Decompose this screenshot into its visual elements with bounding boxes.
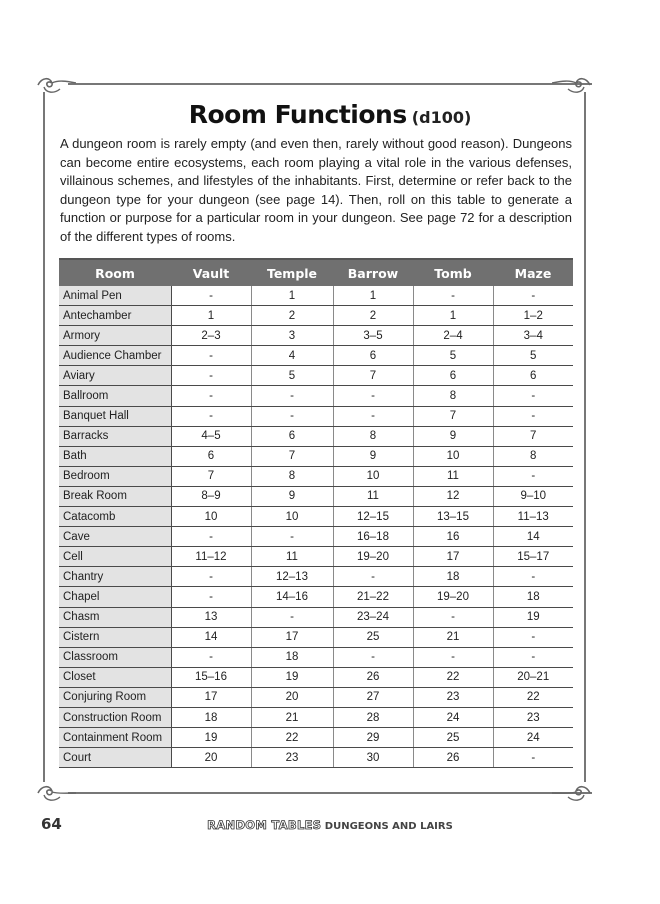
roll-range-cell: - — [171, 406, 251, 426]
roll-range-cell: 16–18 — [333, 527, 413, 547]
roll-range-cell: - — [333, 647, 413, 667]
roll-range-cell: 9 — [251, 486, 333, 506]
roll-range-cell: - — [171, 567, 251, 587]
roll-range-cell: 17 — [251, 627, 333, 647]
room-name-cell: Construction Room — [59, 707, 171, 727]
table-row — [59, 507, 573, 527]
roll-range-cell: 2–4 — [413, 326, 493, 346]
roll-range-cell: 21 — [251, 707, 333, 727]
roll-range-cell: 6 — [493, 366, 573, 386]
roll-range-cell: 20 — [251, 687, 333, 707]
roll-range-cell: 25 — [333, 627, 413, 647]
table-row — [59, 446, 573, 466]
roll-range-cell: 28 — [333, 707, 413, 727]
frame-top-rule — [68, 83, 592, 85]
table-row — [59, 687, 573, 707]
running-footer — [0, 818, 660, 832]
roll-range-cell: - — [493, 748, 573, 768]
frame-bottom-rule — [68, 792, 592, 794]
table-row — [59, 386, 573, 406]
room-name-cell: Chapel — [59, 587, 171, 607]
roll-range-cell: - — [493, 466, 573, 486]
table-body — [59, 286, 573, 768]
roll-range-cell: - — [333, 406, 413, 426]
table-row — [59, 466, 573, 486]
roll-range-cell: 8 — [493, 446, 573, 466]
roll-range-cell: 21 — [413, 627, 493, 647]
room-name-cell: Court — [59, 748, 171, 768]
roll-range-cell: 9 — [413, 426, 493, 446]
table-row — [59, 346, 573, 366]
roll-range-cell: 14 — [171, 627, 251, 647]
roll-range-cell: 8–9 — [171, 486, 251, 506]
page-title — [0, 100, 660, 129]
roll-range-cell: - — [493, 386, 573, 406]
table-header-row — [59, 259, 573, 286]
roll-range-cell: 7 — [171, 466, 251, 486]
roll-range-cell: - — [333, 386, 413, 406]
roll-range-cell: 4–5 — [171, 426, 251, 446]
roll-range-cell: - — [171, 366, 251, 386]
room-name-cell: Banquet Hall — [59, 406, 171, 426]
column-header: Barrow — [333, 259, 413, 286]
roll-range-cell: 22 — [493, 687, 573, 707]
roll-range-cell: 12–13 — [251, 567, 333, 587]
table-row — [59, 647, 573, 667]
roll-range-cell: 5 — [493, 346, 573, 366]
roll-range-cell: 11–13 — [493, 507, 573, 527]
roll-range-cell: - — [493, 567, 573, 587]
roll-range-cell: 22 — [251, 728, 333, 748]
table-row — [59, 567, 573, 587]
roll-range-cell: 18 — [251, 647, 333, 667]
roll-range-cell: 7 — [493, 426, 573, 446]
roll-range-cell: 23 — [251, 748, 333, 768]
room-name-cell: Cave — [59, 527, 171, 547]
room-name-cell: Aviary — [59, 366, 171, 386]
roll-range-cell: 18 — [493, 587, 573, 607]
table-row — [59, 426, 573, 446]
roll-range-cell: 1 — [333, 286, 413, 306]
flourish-bottom-left-icon — [36, 782, 76, 804]
roll-range-cell: 24 — [413, 707, 493, 727]
flourish-top-left-icon — [36, 74, 76, 96]
roll-range-cell: - — [413, 607, 493, 627]
roll-range-cell: 11 — [333, 486, 413, 506]
roll-range-cell: 29 — [333, 728, 413, 748]
roll-range-cell: - — [171, 527, 251, 547]
roll-range-cell: 17 — [171, 687, 251, 707]
room-name-cell: Barracks — [59, 426, 171, 446]
roll-range-cell: 26 — [333, 667, 413, 687]
table-row — [59, 306, 573, 326]
roll-range-cell: 18 — [413, 567, 493, 587]
table-row — [59, 728, 573, 748]
roll-range-cell: - — [333, 567, 413, 587]
room-name-cell: Cistern — [59, 627, 171, 647]
table-row — [59, 667, 573, 687]
roll-range-cell: 9–10 — [493, 486, 573, 506]
roll-range-cell: - — [251, 527, 333, 547]
book-title: RANDOM TABLES — [207, 818, 322, 832]
table-row — [59, 326, 573, 346]
roll-range-cell: - — [493, 647, 573, 667]
roll-range-cell: 1 — [413, 306, 493, 326]
roll-range-cell: 23 — [493, 707, 573, 727]
roll-range-cell: - — [171, 386, 251, 406]
roll-range-cell: - — [171, 346, 251, 366]
roll-range-cell: - — [413, 286, 493, 306]
table-row — [59, 406, 573, 426]
book-subtitle: DUNGEONS AND LAIRS — [324, 821, 453, 832]
roll-range-cell: 19 — [171, 728, 251, 748]
room-name-cell: Classroom — [59, 647, 171, 667]
roll-range-cell: 2–3 — [171, 326, 251, 346]
roll-range-cell: 5 — [251, 366, 333, 386]
flourish-top-right-icon — [552, 74, 592, 96]
roll-range-cell: 8 — [413, 386, 493, 406]
roll-range-cell: - — [171, 286, 251, 306]
roll-range-cell: 8 — [333, 426, 413, 446]
roll-range-cell: 13–15 — [413, 507, 493, 527]
room-name-cell: Animal Pen — [59, 286, 171, 306]
table-row — [59, 527, 573, 547]
roll-range-cell: 25 — [413, 728, 493, 748]
roll-range-cell: 10 — [171, 507, 251, 527]
title-text: Room Functions — [188, 100, 407, 129]
roll-range-cell: 24 — [493, 728, 573, 748]
table-row — [59, 547, 573, 567]
roll-range-cell: 6 — [171, 446, 251, 466]
table-row — [59, 707, 573, 727]
roll-range-cell: 5 — [413, 346, 493, 366]
roll-range-cell: 6 — [333, 346, 413, 366]
roll-range-cell: 21–22 — [333, 587, 413, 607]
roll-range-cell: 22 — [413, 667, 493, 687]
room-name-cell: Closet — [59, 667, 171, 687]
room-name-cell: Bedroom — [59, 466, 171, 486]
roll-range-cell: 23–24 — [333, 607, 413, 627]
roll-range-cell: - — [493, 627, 573, 647]
roll-range-cell: 7 — [251, 446, 333, 466]
room-name-cell: Armory — [59, 326, 171, 346]
table-row — [59, 627, 573, 647]
roll-range-cell: 2 — [251, 306, 333, 326]
roll-range-cell: 30 — [333, 748, 413, 768]
roll-range-cell: 12–15 — [333, 507, 413, 527]
room-functions-table — [59, 258, 573, 768]
roll-range-cell: 4 — [251, 346, 333, 366]
roll-range-cell: 9 — [333, 446, 413, 466]
roll-range-cell: 10 — [333, 466, 413, 486]
roll-range-cell: 14 — [493, 527, 573, 547]
roll-range-cell: 3–4 — [493, 326, 573, 346]
column-header: Vault — [171, 259, 251, 286]
roll-range-cell: 13 — [171, 607, 251, 627]
table-row — [59, 607, 573, 627]
room-name-cell: Containment Room — [59, 728, 171, 748]
roll-range-cell: 8 — [251, 466, 333, 486]
roll-range-cell: 17 — [413, 547, 493, 567]
frame-left-rule — [43, 92, 45, 782]
table-row — [59, 748, 573, 768]
frame-right-rule — [584, 92, 586, 782]
roll-range-cell: 6 — [251, 426, 333, 446]
roll-range-cell: 10 — [251, 507, 333, 527]
roll-range-cell: - — [251, 406, 333, 426]
column-header: Maze — [493, 259, 573, 286]
roll-range-cell: 19–20 — [413, 587, 493, 607]
roll-range-cell: 7 — [333, 366, 413, 386]
table-row — [59, 587, 573, 607]
title-dice: (d100) — [411, 108, 472, 127]
roll-range-cell: 3–5 — [333, 326, 413, 346]
roll-range-cell: - — [493, 406, 573, 426]
roll-range-cell: 2 — [333, 306, 413, 326]
roll-range-cell: 15–17 — [493, 547, 573, 567]
roll-range-cell: 19–20 — [333, 547, 413, 567]
room-name-cell: Bath — [59, 446, 171, 466]
roll-range-cell: - — [171, 587, 251, 607]
roll-range-cell: 3 — [251, 326, 333, 346]
roll-range-cell: 11–12 — [171, 547, 251, 567]
roll-range-cell: 19 — [251, 667, 333, 687]
roll-range-cell: 12 — [413, 486, 493, 506]
roll-range-cell: 15–16 — [171, 667, 251, 687]
roll-range-cell: 20 — [171, 748, 251, 768]
flourish-bottom-right-icon — [552, 782, 592, 804]
roll-range-cell: 11 — [251, 547, 333, 567]
roll-range-cell: 11 — [413, 466, 493, 486]
column-header: Tomb — [413, 259, 493, 286]
roll-range-cell: - — [493, 286, 573, 306]
roll-range-cell: 27 — [333, 687, 413, 707]
room-name-cell: Chantry — [59, 567, 171, 587]
column-header: Temple — [251, 259, 333, 286]
roll-range-cell: 23 — [413, 687, 493, 707]
intro-paragraph: A dungeon room is rarely empty (and even then, rarely without good reason). Dungeons can become entire ecosystems, each room playing a vital role in the various defenses, villainous schemes, and lifestyles of the inhabitants. First, determine or refer back to the dungeon type for your dungeon (see page 14). Then, roll on this table to generate a function or purpose for a particular room in your dungeon. See page 72 for a description of the different types of rooms. — [60, 136, 572, 244]
roll-range-cell: 1 — [251, 286, 333, 306]
roll-range-cell: 20–21 — [493, 667, 573, 687]
roll-range-cell: - — [413, 647, 493, 667]
table-row — [59, 366, 573, 386]
room-name-cell: Audience Chamber — [59, 346, 171, 366]
room-name-cell: Ballroom — [59, 386, 171, 406]
room-name-cell: Catacomb — [59, 507, 171, 527]
roll-range-cell: 16 — [413, 527, 493, 547]
roll-range-cell: - — [251, 607, 333, 627]
room-name-cell: Conjuring Room — [59, 687, 171, 707]
roll-range-cell: - — [171, 647, 251, 667]
roll-range-cell: 19 — [493, 607, 573, 627]
roll-range-cell: 10 — [413, 446, 493, 466]
roll-range-cell: 1 — [171, 306, 251, 326]
roll-range-cell: 7 — [413, 406, 493, 426]
roll-range-cell: 18 — [171, 707, 251, 727]
room-name-cell: Cell — [59, 547, 171, 567]
room-name-cell: Chasm — [59, 607, 171, 627]
page-number: 64 — [41, 815, 62, 833]
table-row — [59, 286, 573, 306]
roll-range-cell: 26 — [413, 748, 493, 768]
roll-range-cell: 14–16 — [251, 587, 333, 607]
roll-range-cell: 1–2 — [493, 306, 573, 326]
table-row — [59, 486, 573, 506]
room-name-cell: Break Room — [59, 486, 171, 506]
room-name-cell: Antechamber — [59, 306, 171, 326]
column-header: Room — [59, 259, 171, 286]
roll-range-cell: - — [251, 386, 333, 406]
roll-range-cell: 6 — [413, 366, 493, 386]
